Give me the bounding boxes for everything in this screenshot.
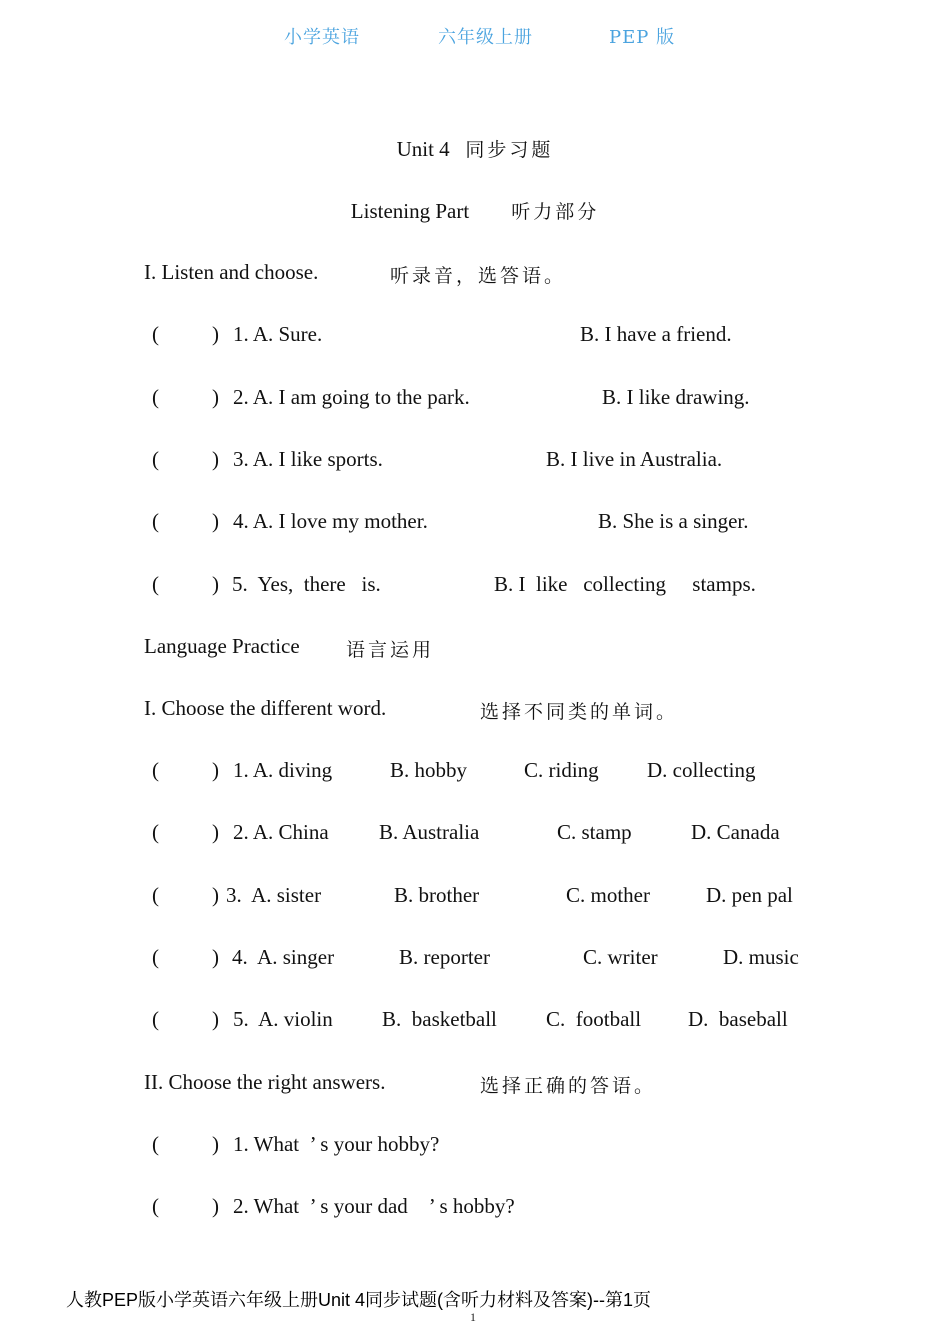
answer-paren-close: ) — [212, 1007, 219, 1031]
option-b: B. I like drawing. — [602, 385, 750, 409]
option-a: 1. A. Sure. — [233, 322, 323, 346]
listening-title: Listening Part — [350, 199, 470, 223]
header-edition: PEP 版 — [609, 27, 676, 48]
option-a: 5. Yes, there is. — [232, 572, 381, 596]
answer-paren-close: ) — [212, 385, 219, 409]
page-title — [0, 135, 950, 162]
option-b: B. reporter — [399, 945, 490, 969]
answer-paren-close: ) — [212, 1132, 219, 1156]
word-question-1 — [0, 758, 950, 788]
word-question-3 — [0, 883, 950, 913]
answer-paren-close: ) — [212, 945, 219, 969]
word-question-5 — [0, 1007, 950, 1037]
option-d: D. pen pal — [706, 883, 793, 907]
header-grade: 六年级上册 — [438, 27, 533, 48]
section-heading-text: I. Listen and choose. — [144, 260, 319, 284]
answer-paren-open: ( — [152, 883, 159, 907]
listening-title-cn: 听力部分 — [511, 201, 600, 223]
answer-paren-close: ) — [212, 883, 219, 907]
option-a: 4. A. singer — [232, 945, 335, 969]
language-practice-title-cn: 语言运用 — [346, 639, 435, 661]
answer-paren-close: ) — [212, 572, 219, 596]
listening-question-1 — [0, 322, 950, 352]
answer-paren-open: ( — [152, 1132, 159, 1156]
title-unit-cn: 同步习题 — [465, 139, 554, 161]
option-b: B. brother — [394, 883, 480, 907]
option-c: C. mother — [566, 883, 650, 907]
listening-question-5 — [0, 572, 950, 602]
option-b: B. hobby — [390, 758, 468, 782]
answer-paren-open: ( — [152, 509, 159, 533]
answer-paren-open: ( — [152, 1194, 159, 1218]
answer-question-1 — [0, 1132, 950, 1162]
option-a: 4. A. I love my mother. — [233, 509, 428, 533]
option-c: C. riding — [524, 758, 599, 782]
option-a: 2. A. China — [233, 820, 329, 844]
option-d: D. Canada — [691, 820, 780, 844]
option-b: B. Australia — [379, 820, 480, 844]
option-d: D. baseball — [688, 1007, 788, 1031]
option-b: B. I live in Australia. — [546, 447, 723, 471]
option-a: 3. A. I like sports. — [233, 447, 383, 471]
option-d: D. music — [723, 945, 799, 969]
option-c: C. stamp — [557, 820, 632, 844]
option-a: 1. A. diving — [233, 758, 333, 782]
answer-paren-open: ( — [152, 322, 159, 346]
listening-section-heading-cn: 听录音，选答语。 — [390, 265, 567, 287]
document-footer: 人教PEP版小学英语六年级上册Unit 4同步试题(含听力材料及答案)--第1页 — [66, 1290, 652, 1310]
word-question-4 — [0, 945, 950, 975]
page-number: 1 — [470, 1310, 476, 1324]
answer-question-2 — [0, 1194, 950, 1224]
option-c: C. writer — [583, 945, 658, 969]
option-b: B. basketball — [382, 1007, 497, 1031]
answer-paren-open: ( — [152, 945, 159, 969]
listening-section-heading — [144, 260, 318, 285]
answer-paren-open: ( — [152, 572, 159, 596]
option-d: D. collecting — [647, 758, 756, 782]
answer-paren-open: ( — [152, 820, 159, 844]
listening-question-4 — [0, 509, 950, 539]
option-a: 3. A. sister — [226, 883, 322, 907]
option-a: 2. A. I am going to the park. — [233, 385, 470, 409]
question-text: 2. What ’ s your dad ’ s hobby? — [233, 1194, 515, 1218]
option-b: B. She is a singer. — [598, 509, 749, 533]
listening-part-title — [0, 197, 950, 224]
question-text: 1. What ’ s your hobby? — [233, 1132, 440, 1156]
option-a: 5. A. violin — [233, 1007, 333, 1031]
answer-paren-open: ( — [152, 1007, 159, 1031]
answer-paren-open: ( — [152, 447, 159, 471]
answer-paren-close: ) — [212, 509, 219, 533]
header-subject: 小学英语 — [284, 27, 360, 48]
answer-paren-close: ) — [212, 447, 219, 471]
language-section2-heading: II. Choose the right answers. — [144, 1070, 386, 1094]
listening-question-2 — [0, 385, 950, 415]
answer-paren-close: ) — [212, 820, 219, 844]
language-section1-heading: I. Choose the different word. — [144, 696, 387, 720]
answer-paren-close: ) — [212, 1194, 219, 1218]
language-section2-heading-cn: 选择正确的答语。 — [480, 1075, 657, 1097]
option-b: B. I like collecting stamps. — [494, 572, 756, 596]
answer-paren-open: ( — [152, 385, 159, 409]
answer-paren-close: ) — [212, 758, 219, 782]
answer-paren-open: ( — [152, 758, 159, 782]
title-unit: Unit 4 — [396, 137, 450, 161]
option-c: C. football — [546, 1007, 642, 1031]
option-b: B. I have a friend. — [580, 322, 732, 346]
answer-paren-close: ) — [212, 322, 219, 346]
listening-question-3 — [0, 447, 950, 477]
word-question-2 — [0, 820, 950, 850]
language-practice-title: Language Practice — [144, 634, 300, 658]
language-section1-heading-cn: 选择不同类的单词。 — [480, 701, 679, 723]
